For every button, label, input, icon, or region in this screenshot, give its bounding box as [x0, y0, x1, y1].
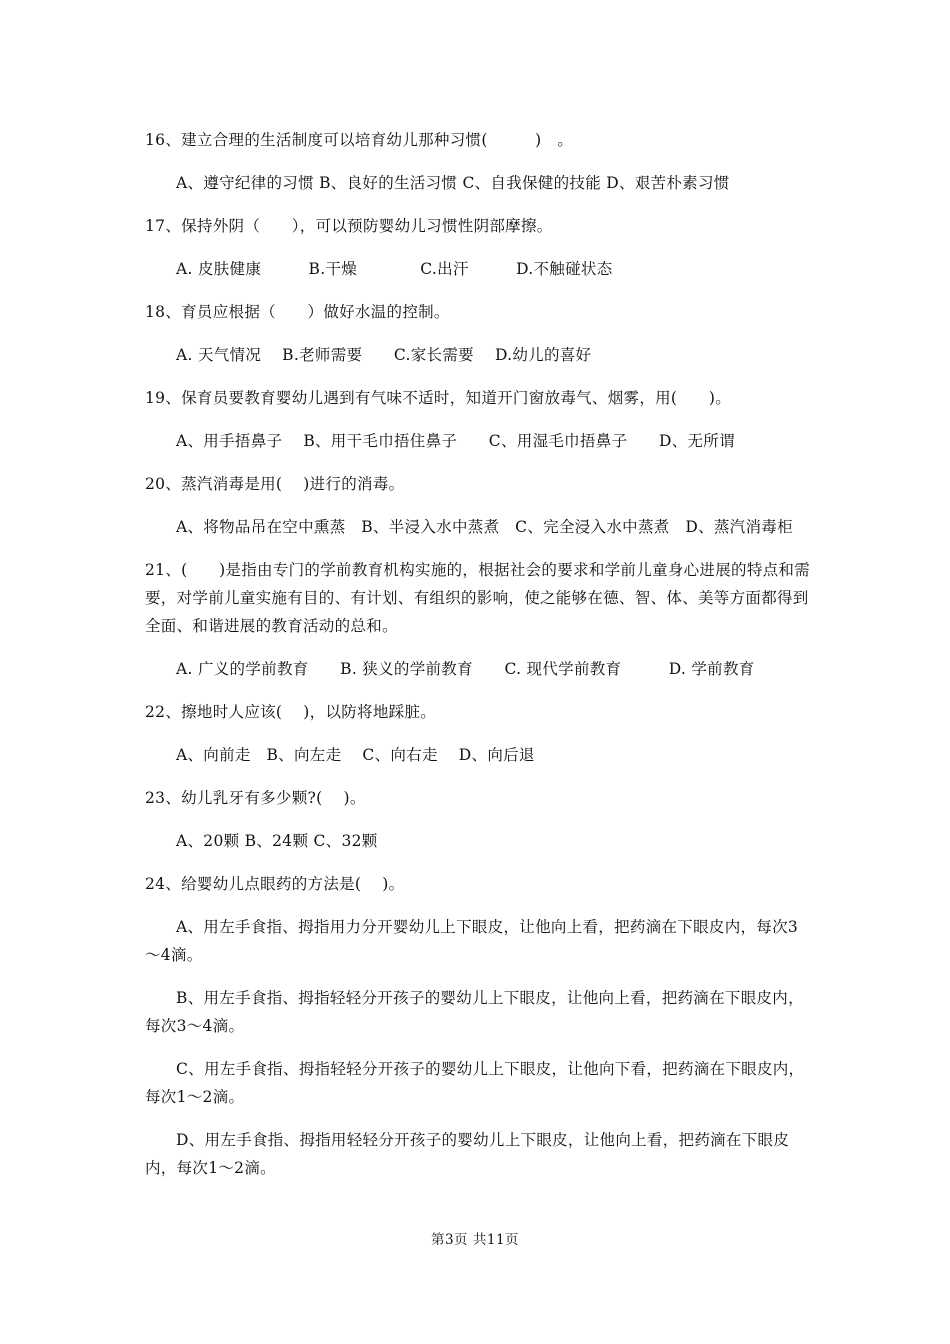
question-23: 23、幼儿乳牙有多少颗?( )。 [145, 789, 366, 807]
options-23: A、20颗 B、24颗 C、32颗 [176, 832, 378, 850]
options-19: A、用手捂鼻子 B、用干毛巾捂住鼻子 C、用湿毛巾捂鼻子 D、无所谓 [176, 432, 735, 450]
options-21: A. 广义的学前教育 B. 狭义的学前教育 C. 现代学前教育 D. 学前教育 [176, 660, 755, 678]
question-24: 24、给婴幼儿点眼药的方法是( )。 [145, 875, 405, 893]
question-17: 17、保持外阴（ ），可以预防婴幼儿习惯性阴部摩擦。 [145, 217, 553, 235]
option-24-d: D、用左手食指、拇指用轻轻分开孩子的婴幼儿上下眼皮，让他向上看，把药滴在下眼皮内，每次1～2滴。 [145, 1131, 790, 1177]
question-21: 21、( )是指由专门的学前教育机构实施的，根据社会的要求和学前儿童身心进展的特点和需要，对学前儿童实施有目的、有计划、有组织的影响，使之能够在德、智、体、美等方面都得到全面、和谐进展的教育活动的总和。 [145, 561, 811, 635]
option-24-c: C、用左手食指、拇指轻轻分开孩子的婴幼儿上下眼皮，让他向下看，把药滴在下眼皮内，每次1～2滴。 [145, 1060, 805, 1106]
question-18: 18、育员应根据（ ）做好水温的控制。 [145, 303, 450, 321]
option-24-a: A、用左手食指、拇指用力分开婴幼儿上下眼皮，让他向上看，把药滴在下眼皮内，每次3～4滴。 [145, 918, 799, 964]
question-list [145, 126, 813, 1197]
options-17: A. 皮肤健康 B.干燥 C.出汗 D.不触碰状态 [176, 260, 613, 278]
question-20: 20、蒸汽消毒是用( )进行的消毒。 [145, 475, 405, 493]
options-18: A. 天气情况 B.老师需要 C.家长需要 D.幼儿的喜好 [176, 346, 592, 364]
option-24-b: B、用左手食指、拇指轻轻分开孩子的婴幼儿上下眼皮，让他向上看，把药滴在下眼皮内，每次3～4滴。 [145, 989, 804, 1035]
page-footer: 第3页 共11页 [430, 1232, 520, 1248]
question-22: 22、擦地时人应该( )，以防将地踩脏。 [145, 703, 437, 721]
options-22: A、向前走 B、向左走 C、向右走 D、向后退 [176, 746, 535, 764]
question-19: 19、保育员要教育婴幼儿遇到有气味不适时，知道开门窗放毒气、烟雾，用( )。 [145, 389, 732, 407]
options-20: A、将物品吊在空中熏蒸 B、半浸入水中蒸煮 C、完全浸入水中蒸煮 D、蒸汽消毒柜 [176, 518, 793, 536]
options-16: A、遵守纪律的习惯 B、良好的生活习惯 C、自我保健的技能 D、艰苦朴素习惯 [176, 174, 730, 192]
question-16: 16、建立合理的生活制度可以培育幼儿那种习惯( ) 。 [145, 131, 574, 149]
